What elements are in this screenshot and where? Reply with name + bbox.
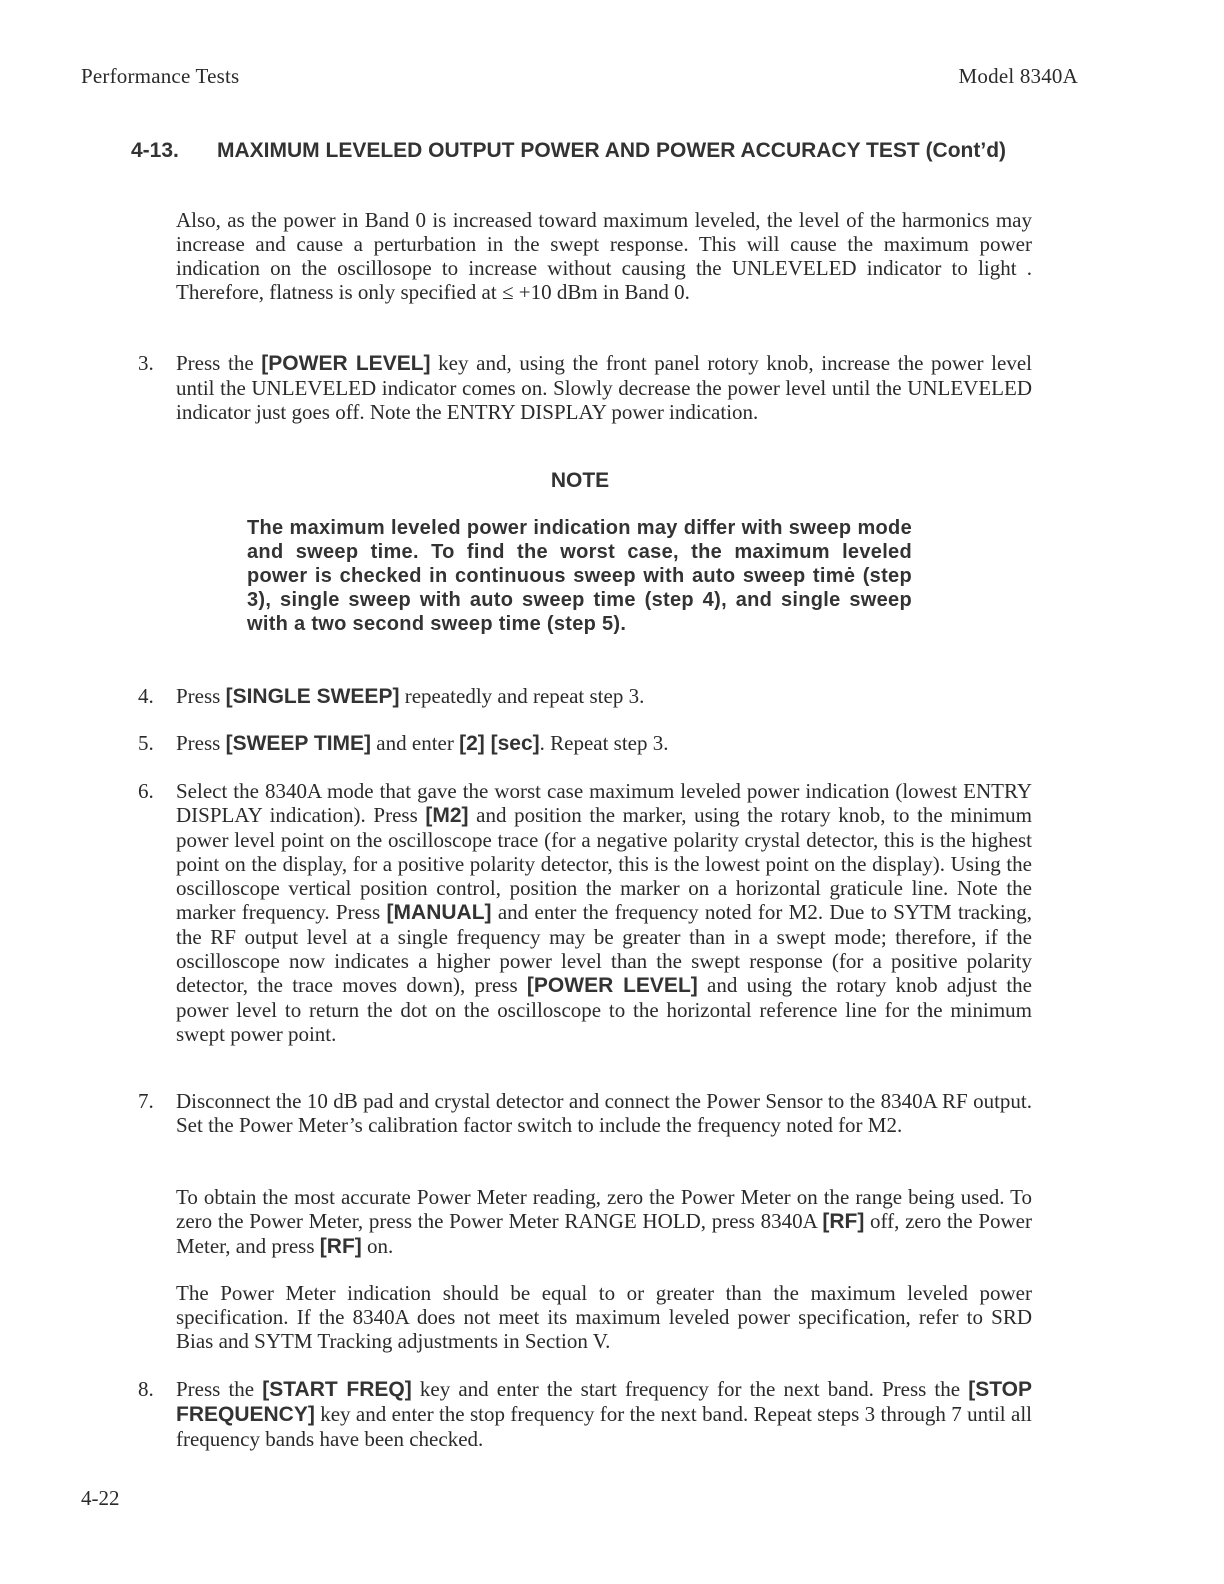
- section-number: 4-13.: [131, 139, 179, 162]
- step-8-text: Press the [START FREQ] key and enter the start frequency for the next band. Press the [STOP FREQUENCY] key and enter the stop frequency for the next band. Repeat steps 3 through 7 until all frequency bands have been checked.: [176, 1377, 1033, 1451]
- step-6-number: 6.: [138, 779, 154, 803]
- step-7-zero-paragraph: To obtain the most accurate Power Meter reading, zero the Power Meter on the range being used. To zero the Power Meter, press the Power Meter RANGE HOLD, press 8340A [RF] off, zero the Power Meter, and press [RF] on.: [176, 1185, 1032, 1258]
- step-4-text: Press [SINGLE SWEEP] repeatedly and repeat step 3.: [176, 684, 645, 708]
- step-8-number: 8.: [138, 1377, 154, 1401]
- two-sec-keys: [2] [sec]: [459, 732, 540, 755]
- rf-key-2: [RF]: [319, 1235, 362, 1258]
- m2-key: [M2]: [425, 804, 469, 827]
- note-heading: NOTE: [550, 469, 610, 492]
- running-header-right: Model 8340A: [958, 64, 1078, 88]
- step-5-text: Press [SWEEP TIME] and enter [2] [sec]. Repeat step 3.: [176, 731, 669, 755]
- step-7-number: 7.: [138, 1089, 154, 1113]
- section-title: MAXIMUM LEVELED OUTPUT POWER AND POWER ACCURACY TEST (Cont’d): [217, 139, 1007, 162]
- rf-key: [RF]: [822, 1210, 865, 1233]
- step-7-spec-paragraph: The Power Meter indication should be equal to or greater than the maximum leveled power specification. If the 8340A does not meet its maximum leveled power specification, refer to SRD Bias and SYTM Tracking adjustments in Section V.: [176, 1281, 1032, 1353]
- sweep-time-key: [SWEEP TIME]: [225, 732, 372, 755]
- stop-frequency-key: [STOP FREQUENCY]: [176, 1378, 1033, 1426]
- page-number: 4-22: [81, 1486, 120, 1510]
- step-3-number: 3.: [138, 351, 154, 375]
- power-level-key-2: [POWER LEVEL]: [526, 974, 698, 997]
- start-freq-key: [START FREQ]: [262, 1378, 412, 1401]
- step-6-text: Select the 8340A mode that gave the worst case maximum leveled power indication (lowest ENTRY DISPLAY indication). Press [M2] and position the marker, using the rotary knob, to the minimum power level point on the oscilloscope trace (for a negative polarity crystal detector, this is the highest point on the display, for a positive polarity detector, this is the lowest point on the display). Using the oscilloscope vertical position control, position the marker on a horizontal graticule line. Note the marker frequency. Press [MANUAL] and enter the frequency noted for M2. Due to SYTM tracking, the RF output level at a single frequency may be greater than in a swept mode; therefore, if the oscilloscope now indicates a higher power level than the swept response (for a positive polarity detector, the trace moves down), press [POWER LEVEL] and using the rotary knob adjust the power level to return the dot on the oscilloscope to the horizontal reference line for the minimum swept power point.: [176, 779, 1033, 1046]
- power-level-key: [POWER LEVEL]: [261, 352, 431, 375]
- note-body: The maximum leveled power indication may differ with sweep mode and sweep time. To find the worst case, the maximum leveled power is checked in continuous sweep with auto sweep timė (step 3), single sweep with auto sweep time (step 4), and single sweep with a two second sweep time (step 5).: [247, 517, 912, 635]
- intro-paragraph: Also, as the power in Band 0 is increased toward maximum leveled, the level of the harmonics may increase and cause a perturbation in the swept response. This will cause the maximum power indication on the oscillosope to increase without causing the UNLEVELED indicator to light . Therefore, flatness is only specified at ≤ +10 dBm in Band 0.: [176, 208, 1032, 304]
- single-sweep-key: [SINGLE SWEEP]: [225, 685, 400, 708]
- step-3-text: Press the [POWER LEVEL] key and, using the front panel rotory knob, increase the power level until the UNLEVELED indicator comes on. Slowly decrease the power level until the UNLEVELED indicator just goes off. Note the ENTRY DISPLAY power indication.: [176, 351, 1032, 424]
- running-header-left: Performance Tests: [81, 64, 240, 88]
- step-4-number: 4.: [138, 684, 154, 708]
- manual-key: [MANUAL]: [386, 901, 492, 924]
- step-5-number: 5.: [138, 731, 154, 755]
- step-7-text: Disconnect the 10 dB pad and crystal detector and connect the Power Sensor to the 8340A RF output. Set the Power Meter’s calibration factor switch to include the frequency noted for M2.: [176, 1089, 1032, 1137]
